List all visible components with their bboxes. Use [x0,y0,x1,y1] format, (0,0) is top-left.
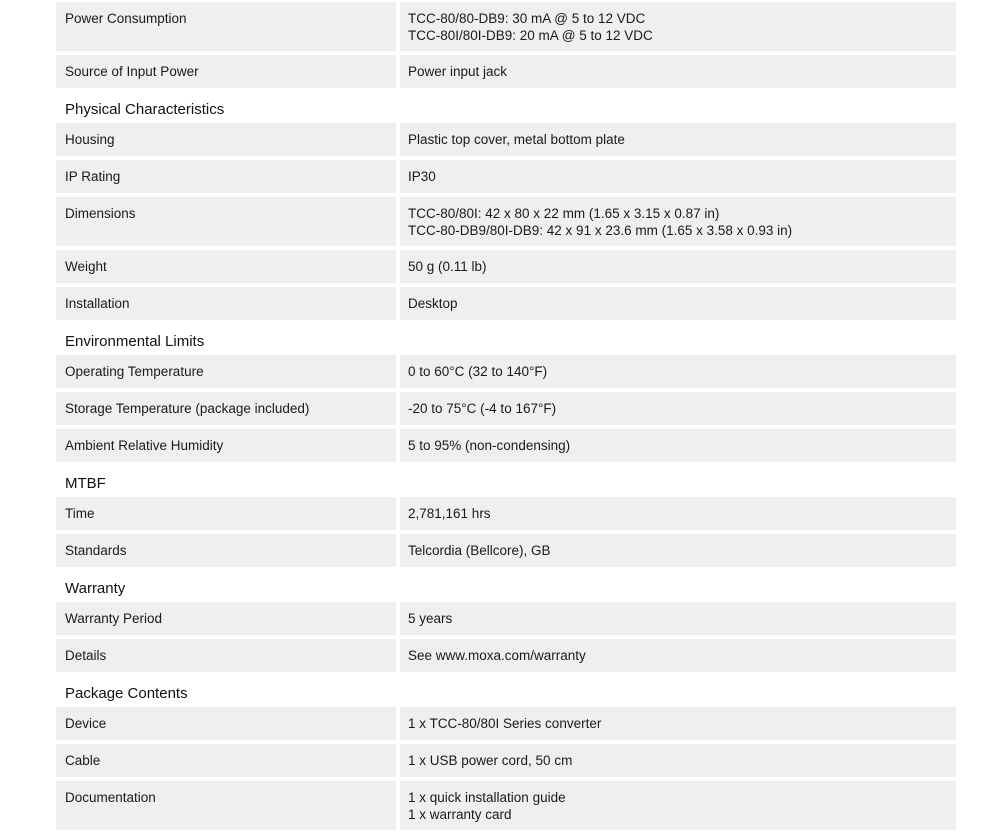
spec-value [400,429,956,462]
spec-row-documentation [56,781,956,830]
spec-row-standards [56,534,956,567]
spec-value [400,355,956,388]
spec-value-line: Telcordia (Bellcore), GB [408,543,551,558]
spec-row-storage-temperature [56,392,956,425]
spec-row-housing [56,123,956,156]
spec-value-line: TCC-80-DB9/80I-DB9: 42 x 91 x 23.6 mm (1.65 x 3.58 x 0.93 in) [408,223,793,238]
spec-value [400,602,956,635]
spec-label: Details [56,639,396,672]
spec-value-line: 50 g (0.11 lb) [408,259,487,274]
spec-row-ip-rating [56,160,956,193]
section-title-environmental-limits: Environmental Limits [65,333,205,350]
spec-value-line: -20 to 75°C (-4 to 167°F) [408,401,557,416]
spec-row-details [56,639,956,672]
section-title-package-contents: Package Contents [65,685,188,702]
section-title-physical-characteristics: Physical Characteristics [65,101,225,118]
spec-row-dimensions [56,197,956,246]
section-title-mtbf: MTBF [65,475,106,492]
spec-value-line: 1 x warranty card [408,807,512,822]
spec-value [400,123,956,156]
spec-label: Storage Temperature (package included) [56,392,396,425]
spec-label: Installation [56,287,396,320]
spec-value-line: 1 x quick installation guide [408,790,566,805]
spec-value [400,497,956,530]
spec-value-line: TCC-80/80-DB9: 30 mA @ 5 to 12 VDC [408,11,646,26]
spec-row-device [56,707,956,740]
spec-value [400,160,956,193]
spec-value [400,781,956,830]
spec-label: Dimensions [56,197,396,246]
spec-label: Warranty Period [56,602,396,635]
spec-label: Time [56,497,396,530]
spec-row-weight [56,250,956,283]
spec-value [400,707,956,740]
spec-value-line: IP30 [408,169,436,184]
spec-value-line: TCC-80/80I: 42 x 80 x 22 mm (1.65 x 3.15 x 0.87 in) [408,206,720,221]
spec-sheet [56,2,956,834]
spec-row-cable [56,744,956,777]
spec-value-line: Power input jack [408,64,508,79]
spec-label: Power Consumption [56,2,396,51]
spec-label: Cable [56,744,396,777]
spec-value-line: 1 x TCC-80/80I Series converter [408,716,602,731]
spec-value [400,639,956,672]
spec-row-source-of-input-power [56,55,956,88]
spec-row-power-consumption [56,2,956,51]
spec-value-line: 2,781,161 hrs [408,506,491,521]
spec-row-operating-temperature [56,355,956,388]
spec-value-line: Desktop [408,296,458,311]
spec-label: Housing [56,123,396,156]
spec-value [400,55,956,88]
spec-value-line: See www.moxa.com/warranty [408,648,586,663]
spec-row-ambient-relative-humidity [56,429,956,462]
spec-label: Standards [56,534,396,567]
spec-label: Operating Temperature [56,355,396,388]
spec-value [400,534,956,567]
spec-value-line: Plastic top cover, metal bottom plate [408,132,625,147]
spec-value-line: 5 years [408,611,453,626]
spec-row-time [56,497,956,530]
spec-value-line: 0 to 60°C (32 to 140°F) [408,364,548,379]
spec-value [400,392,956,425]
spec-row-warranty-period [56,602,956,635]
spec-value-line: 1 x USB power cord, 50 cm [408,753,573,768]
spec-value [400,197,956,246]
spec-value-line: TCC-80I/80I-DB9: 20 mA @ 5 to 12 VDC [408,28,653,43]
spec-label: Device [56,707,396,740]
spec-value-line: 5 to 95% (non-condensing) [408,438,571,453]
spec-label: Documentation [56,781,396,830]
spec-label: Ambient Relative Humidity [56,429,396,462]
spec-value [400,744,956,777]
spec-value [400,287,956,320]
spec-value [400,2,956,51]
spec-row-installation [56,287,956,320]
spec-label: IP Rating [56,160,396,193]
section-title-warranty: Warranty [65,580,126,597]
spec-value [400,250,956,283]
spec-label: Weight [56,250,396,283]
spec-label: Source of Input Power [56,55,396,88]
